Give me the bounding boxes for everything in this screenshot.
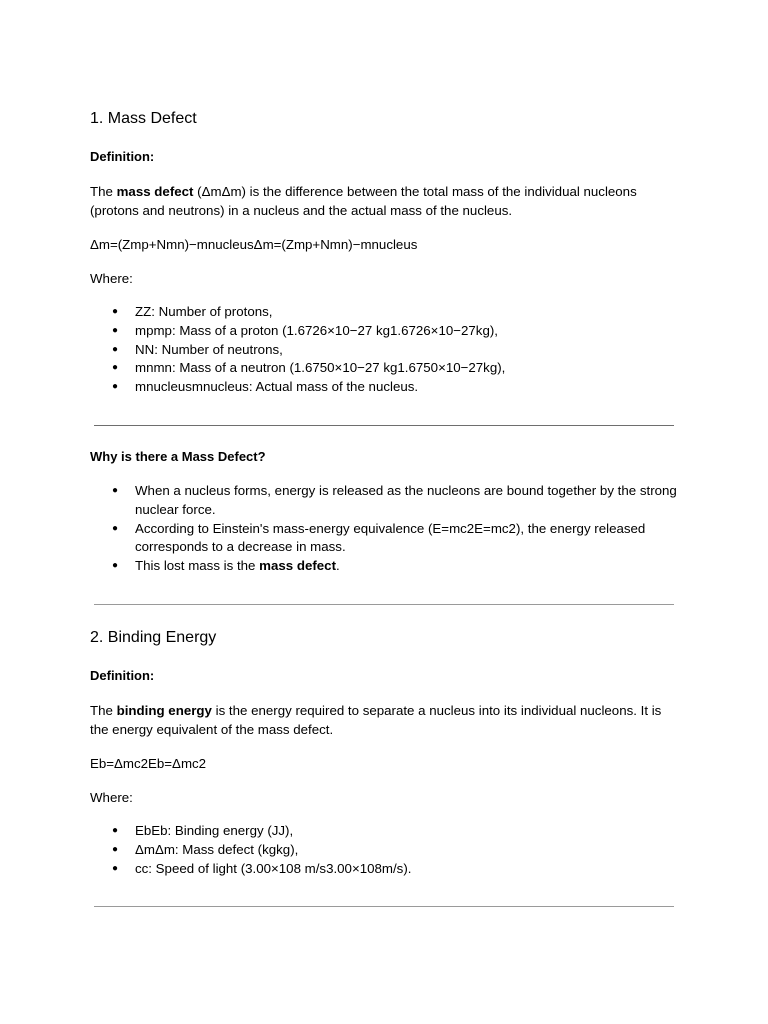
section-divider xyxy=(94,604,674,605)
list-item-text-pre: This lost mass is the xyxy=(135,558,260,574)
mass-defect-variables-list xyxy=(90,303,680,397)
definition-text-pre: The xyxy=(90,703,117,718)
list-item-text-post: . xyxy=(336,558,340,574)
section-title-mass-defect: 1. Mass Defect xyxy=(90,110,197,127)
mass-defect-definition xyxy=(90,182,680,220)
binding-energy-formula: Eb=Δmc2Eb=Δmc2 xyxy=(90,756,207,771)
list-item: ● NN: Number of neutrons, xyxy=(90,341,680,360)
where-label: Where: xyxy=(90,790,133,805)
section-divider xyxy=(94,425,674,426)
section-divider xyxy=(94,906,674,907)
list-item: ● ZZ: Number of protons, xyxy=(90,303,680,322)
list-item: ● mnmn: Mass of a neutron (1.6750×10−27 kg1.6750×10−27kg), xyxy=(90,359,680,378)
list-item: ● ΔmΔm: Mass defect (kgkg), xyxy=(90,841,680,860)
definition-text-pre: The xyxy=(90,184,117,199)
why-mass-defect-heading: Why is there a Mass Defect? xyxy=(90,449,266,464)
list-item: ● mnucleusmnucleus: Actual mass of the nucleus. xyxy=(90,378,680,397)
binding-energy-variables-list xyxy=(90,822,680,878)
section-title-binding-energy: 2. Binding Energy xyxy=(90,629,217,646)
definition-label: Definition: xyxy=(90,668,155,683)
list-item xyxy=(90,557,680,576)
binding-energy-definition xyxy=(90,701,680,739)
definition-term: mass defect xyxy=(116,184,194,199)
list-item: ● EbEb: Binding energy (JJ), xyxy=(90,822,680,841)
list-item-term: mass defect xyxy=(259,558,337,574)
list-item: ● According to Einstein's mass-energy equivalence (E=mc2E=mc2), the energy released corresponds to a decrease in mass. xyxy=(90,520,680,558)
definition-label: Definition: xyxy=(90,149,155,164)
definition-text-post: (ΔmΔm) is the difference between the total mass of the individual nucleons (protons and neutrons) in a nucleus and the actual mass of the nucleus. xyxy=(90,184,637,218)
definition-text-post: is the energy required to separate a nucleus into its individual nucleons. It is the energy equivalent of the mass defect. xyxy=(90,703,662,737)
list-item: ● mpmp: Mass of a proton (1.6726×10−27 kg1.6726×10−27kg), xyxy=(90,322,680,341)
definition-term: binding energy xyxy=(116,703,212,718)
why-mass-defect-list xyxy=(90,482,680,576)
mass-defect-formula: Δm=(Zmp+Nmn)−mnucleusΔm=(Zmp+Nmn)−mnucleus xyxy=(90,237,418,252)
list-item: ● cc: Speed of light (3.00×108 m/s3.00×108m/s). xyxy=(90,860,680,879)
where-label: Where: xyxy=(90,271,133,286)
list-item: ● When a nucleus forms, energy is released as the nucleons are bound together by the strong nuclear force. xyxy=(90,482,680,520)
